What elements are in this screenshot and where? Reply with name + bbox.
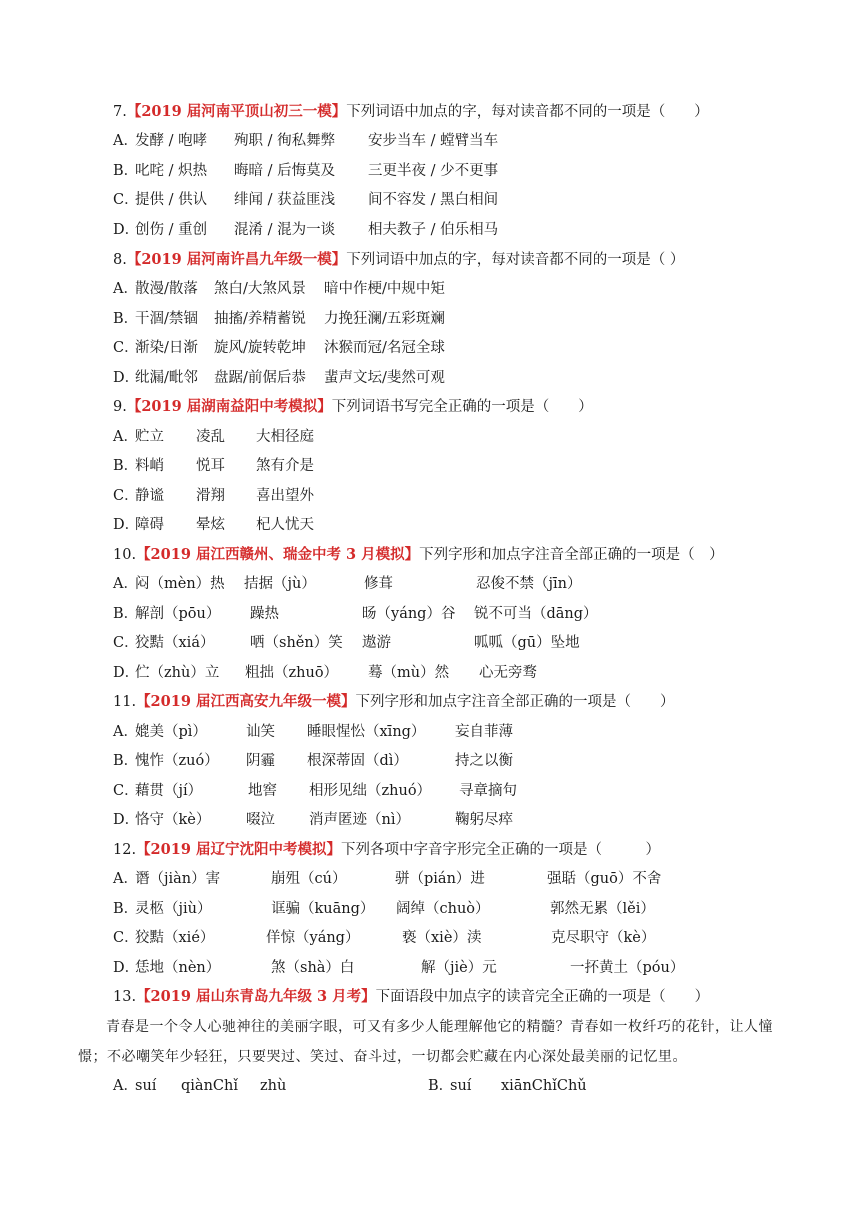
option-label: C． (113, 783, 139, 799)
option-label: C． (113, 635, 139, 651)
option-item: 鞠躬尽瘁 (455, 812, 513, 828)
option-item: 恪守（kè） (135, 812, 211, 828)
option-item: 狡黠（xiá） (135, 635, 215, 651)
question-stem: 下列词语书写完全正确的一项是（ ） (331, 399, 593, 415)
option-item: 强聒（guō）不舍 (547, 871, 662, 887)
option-item: 忍俊不禁（jīn） (476, 576, 582, 592)
option-row (113, 663, 537, 683)
question-number: 8. (113, 252, 127, 268)
option-item: 力挽狂澜/五彩斑斓 (324, 311, 445, 327)
option-row (113, 338, 445, 358)
option-item: 杞人忧天 (256, 517, 314, 533)
option-label: D． (113, 812, 140, 828)
option-item: 修葺 (364, 576, 393, 592)
option-label: B． (428, 1078, 454, 1094)
option-item: 根深蒂固（dì） (307, 753, 408, 769)
option-item: 三更半夜 / 少不更事 (368, 163, 499, 179)
question-number: 12. (113, 842, 137, 858)
option-item: xiānChǐChǔ (501, 1078, 587, 1094)
option-label: B． (113, 163, 139, 179)
question-stem: 下面语段中加点字的读音完全正确的一项是（ ） (375, 989, 710, 1005)
option-item: zhù (260, 1078, 287, 1094)
option-label: B． (113, 311, 139, 327)
option-item: 伫（zhù）立 (135, 665, 220, 681)
option-item: suí (450, 1078, 472, 1094)
option-row (113, 309, 445, 329)
option-item: 寻章摘句 (459, 783, 517, 799)
option-item: 晕炫 (196, 517, 225, 533)
option-item: 纰漏/毗邻 (135, 370, 198, 386)
option-row (113, 486, 314, 506)
option-row (428, 1076, 587, 1096)
option-item: 谮（jiàn）害 (135, 871, 221, 887)
option-item: qiànChǐ (181, 1078, 238, 1094)
option-item: 相形见绌（zhuó） (309, 783, 432, 799)
option-row (113, 1076, 287, 1096)
option-item: 呱呱（gū）坠地 (474, 635, 580, 651)
option-label: B． (113, 753, 139, 769)
option-item: 混淆 / 混为一谈 (234, 222, 336, 238)
option-label: D． (113, 370, 140, 386)
question-stem: 下列字形和加点字注音全部正确的一项是（ ） (355, 694, 675, 710)
option-row (113, 368, 445, 388)
option-item: 安步当车 / 螳臂当车 (368, 133, 499, 149)
option-row (113, 456, 314, 476)
option-item: 发酵 / 咆哮 (135, 133, 208, 149)
option-item: 恁地（nèn） (135, 960, 221, 976)
option-row (113, 515, 314, 535)
option-item: 障碍 (135, 517, 164, 533)
option-item: 哂（shěn）笑 (250, 635, 343, 651)
option-label: A． (113, 1078, 138, 1094)
option-row (113, 574, 582, 594)
option-item: 消声匿迹（nì） (309, 812, 410, 828)
option-row (113, 131, 499, 151)
option-label: D． (113, 665, 140, 681)
question-10-header (113, 545, 853, 565)
option-label: B． (113, 458, 139, 474)
question-source: 【2019 届辽宁沈阳中考模拟】 (136, 841, 341, 858)
option-label: B． (113, 901, 139, 917)
option-item: 躁热 (250, 606, 279, 622)
option-item: 闷（mèn）热 (135, 576, 225, 592)
question-9-header (113, 397, 853, 417)
option-item: 地窖 (248, 783, 277, 799)
option-item: 暗中作梗/中规中矩 (324, 281, 445, 297)
option-item: 讪笑 (246, 724, 275, 740)
option-item: 盘踞/前倨后恭 (214, 370, 306, 386)
option-item: 锐不可当（dāng） (474, 606, 598, 622)
option-item: 绯闻 / 获益匪浅 (234, 192, 336, 208)
option-item: 晦暗 / 后悔莫及 (234, 163, 336, 179)
question-source: 【2019 届江西赣州、瑞金中考 3 月模拟】 (136, 546, 420, 563)
option-item: 遨游 (362, 635, 391, 651)
question-source: 【2019 届山东青岛九年级 3 月考】 (136, 988, 376, 1005)
question-number: 11. (113, 694, 137, 710)
question-number: 7. (113, 104, 127, 120)
option-row (113, 958, 685, 978)
reading-passage (78, 1012, 800, 1072)
option-item: 煞（shà）白 (271, 960, 355, 976)
option-item: 骈（pián）进 (395, 871, 485, 887)
question-number: 10. (113, 547, 137, 563)
option-row (113, 781, 517, 801)
option-item: 沐猴而冠/名冠全球 (324, 340, 445, 356)
question-8-header (113, 250, 853, 270)
option-item: 佯惊（yáng） (266, 930, 360, 946)
option-item: 殉职 / 徇私舞弊 (234, 133, 336, 149)
option-item: 阴霾 (246, 753, 275, 769)
option-item: suí (135, 1078, 157, 1094)
option-row (113, 810, 513, 830)
option-item: 煞有介是 (256, 458, 314, 474)
option-item: 凌乱 (196, 429, 225, 445)
option-item: 煞白/大煞风景 (214, 281, 306, 297)
option-item: 拮据（jù） (244, 576, 316, 592)
option-item: 心无旁骛 (479, 665, 537, 681)
option-item: 崩殂（cú） (271, 871, 347, 887)
option-item: 妄自菲薄 (455, 724, 513, 740)
option-label: D． (113, 960, 140, 976)
option-row (113, 869, 662, 889)
question-11-header (113, 692, 853, 712)
option-row (113, 722, 513, 742)
option-row (113, 190, 499, 210)
option-item: 喜出望外 (256, 488, 314, 504)
option-label: C． (113, 488, 139, 504)
option-item: 阔绰（chuò） (396, 901, 490, 917)
option-item: 提供 / 供认 (135, 192, 208, 208)
option-item: 创伤 / 重创 (135, 222, 208, 238)
option-item: 蜚声文坛/斐然可观 (324, 370, 445, 386)
option-row (113, 604, 598, 624)
option-label: D． (113, 517, 140, 533)
question-12-header (113, 840, 853, 860)
option-item: 料峭 (135, 458, 164, 474)
passage-text: 青春是一个令人心驰神往的美丽字眼，可又有多少人能理解他它的精髓？青春如一枚纤巧的花针，让人憧憬；不必嘲笑年少轻狂，只要哭过、笑过、奋斗过，一切都会贮藏在内心深处最美丽的记忆里。 (78, 1019, 773, 1065)
option-item: 散漫/散落 (135, 281, 198, 297)
option-label: A． (113, 429, 138, 445)
option-row (113, 161, 499, 181)
option-item: 持之以衡 (455, 753, 513, 769)
option-item: 媲美（pì） (135, 724, 207, 740)
option-item: 啜泣 (246, 812, 275, 828)
option-item: 藉贯（jí） (135, 783, 203, 799)
option-item: 间不容发 / 黑白相间 (368, 192, 499, 208)
option-label: A． (113, 724, 138, 740)
option-row (113, 633, 580, 653)
option-item: 解（jiè）元 (421, 960, 497, 976)
option-item: 克尽职守（kè） (551, 930, 656, 946)
option-label: C． (113, 930, 139, 946)
option-row (113, 928, 656, 948)
option-item: 滑翔 (196, 488, 225, 504)
question-number: 9. (113, 399, 127, 415)
question-7-header (113, 102, 853, 122)
option-item: 蓦（mù）然 (368, 665, 450, 681)
option-item: 狡黠（xié） (135, 930, 215, 946)
option-item: 贮立 (135, 429, 164, 445)
option-item: 悦耳 (196, 458, 225, 474)
option-label: C． (113, 340, 139, 356)
question-stem: 下列词语中加点的字，每对读音都不同的一项是（ ） (346, 252, 685, 268)
question-source: 【2019 届江西高安九年级一模】 (136, 693, 356, 710)
option-row (113, 899, 655, 919)
question-13-header (113, 987, 853, 1007)
option-row (113, 427, 314, 447)
option-row (113, 220, 499, 240)
option-label: A． (113, 281, 138, 297)
option-item: 旋风/旋转乾坤 (214, 340, 306, 356)
option-item: 静谧 (135, 488, 164, 504)
option-item: 抽搐/养精蓄锐 (214, 311, 306, 327)
question-stem: 下列词语中加点的字，每对读音都不同的一项是（ ） (346, 104, 709, 120)
option-item: 粗拙（zhuō） (245, 665, 339, 681)
option-item: 叱咤 / 炽热 (135, 163, 208, 179)
option-item: 干涸/禁锢 (135, 311, 198, 327)
option-label: D． (113, 222, 140, 238)
option-label: A． (113, 133, 138, 149)
option-item: 郭然无累（lěi） (550, 901, 655, 917)
question-stem: 下列字形和加点字注音全部正确的一项是（ ） (419, 547, 724, 563)
option-label: C． (113, 192, 139, 208)
option-row (113, 279, 445, 299)
question-source: 【2019 届河南平顶山初三一模】 (126, 103, 347, 120)
question-source: 【2019 届湖南益阳中考模拟】 (126, 398, 332, 415)
option-item: 灵柩（jiù） (135, 901, 212, 917)
option-row (113, 751, 513, 771)
option-item: 大相径庭 (256, 429, 314, 445)
option-label: B． (113, 606, 139, 622)
question-source: 【2019 届河南许昌九年级一模】 (126, 251, 347, 268)
option-item: 相夫教子 / 伯乐相马 (368, 222, 499, 238)
option-item: 一抔黄土（póu） (570, 960, 685, 976)
option-label: A． (113, 576, 138, 592)
option-item: 愧怍（zuó） (135, 753, 219, 769)
question-stem: 下列各项中字音字形完全正确的一项是（ ） (340, 842, 660, 858)
option-item: 解剖（pōu） (135, 606, 221, 622)
option-item: 旸（yáng）谷 (362, 606, 456, 622)
option-item: 睡眼惺忪（xīng） (307, 724, 426, 740)
option-item: 诓骗（kuāng） (271, 901, 375, 917)
option-item: 渐染/日渐 (135, 340, 198, 356)
option-item: 亵（xiè）渎 (402, 930, 482, 946)
question-number: 13. (113, 989, 137, 1005)
option-label: A． (113, 871, 138, 887)
